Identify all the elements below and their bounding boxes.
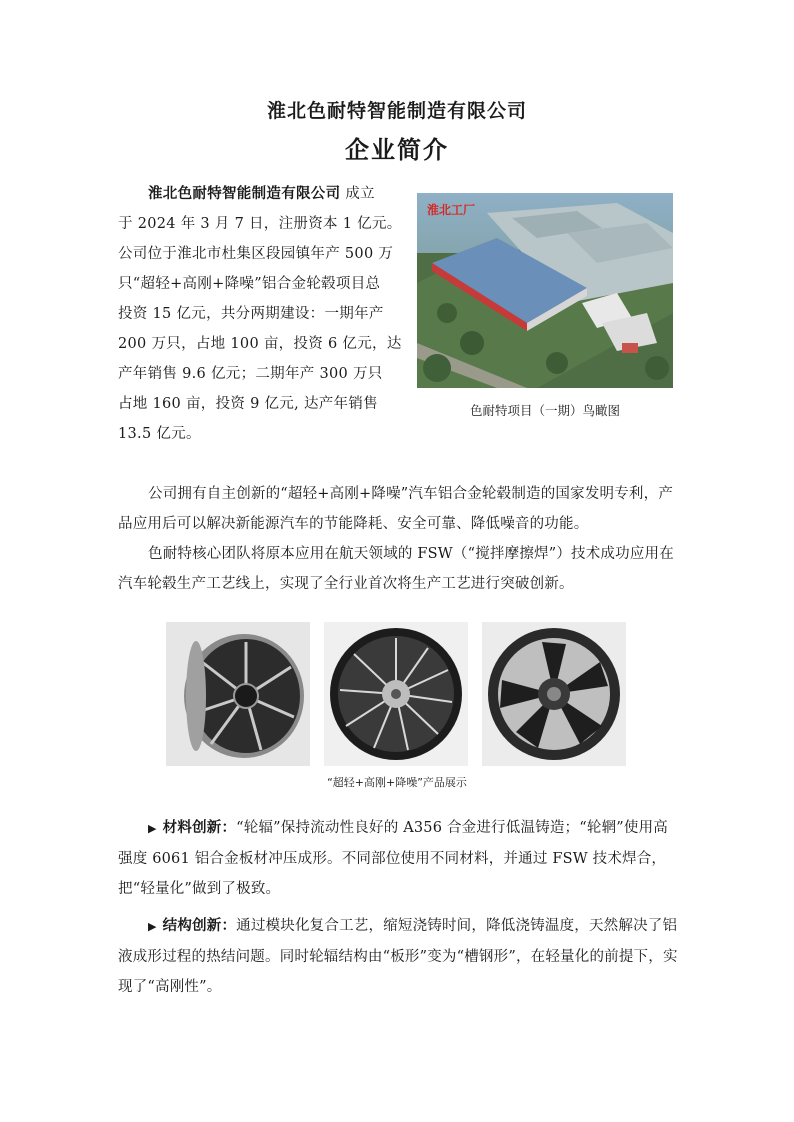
intro-line-6: 产年销售 9.6 亿元；二期年产 300 万只 [118,366,383,382]
product-images [166,622,626,767]
bullet-text: “轮辐”保持流动性良好的 A356 合金进行低温铸造；“轮辋”使用高强度 6061 铝合金板材冲压成形。不同部位使用不同材料，并通过 FSW 技术焊合，把“轻量化”做到了极致。 [118,820,668,897]
intro-line-8: 13.5 亿元。 [118,426,201,442]
intro-line-2: 公司位于淮北市杜集区段园镇年产 500 万 [118,246,394,262]
factory-aerial-image [417,193,673,388]
bullet-triangle-icon: ▶ [148,920,157,933]
bullet-triangle-icon: ▶ [148,822,157,835]
bullet-text: 通过模块化复合工艺，缩短浇铸时间，降低浇铸温度，天然解决了铝液成形过程的热结问题。同时轮辐结构由“板形”变为“槽钢形”，在轻量化的前提下，实现了“高刚性”。 [118,918,678,995]
intro-line-3: 只“超轻+高刚+降噪”铝合金轮毂项目总 [118,276,381,292]
bullet-material-innovation [118,813,678,904]
aerial-image-caption: 色耐特项目（一期）鸟瞰图 [469,403,620,418]
factory-overlay-label: 淮北工厂 [427,203,476,217]
patent-paragraph: 公司拥有自主创新的“超轻+高刚+降噪”汽车铝合金轮毂制造的国家发明专利，产品应用后可以解决新能源汽车的节能降耗、安全可靠、降低噪音的功能。 [118,486,674,532]
products-caption: “超轻+高刚+降噪”产品展示 [327,776,467,789]
intro-paragraph [118,179,410,449]
intro-line-5: 200 万只，占地 100 亩，投资 6 亿元，达 [118,336,402,352]
wheel-image-1 [166,622,310,766]
company-title: 淮北色耐特智能制造有限公司 [266,100,527,122]
intro-line-4: 投资 15 亿元，共分两期建设：一期年产 [118,306,384,322]
company-name-bold: 淮北色耐特智能制造有限公司 [148,186,341,202]
intro-line-0: 成立 [340,186,375,202]
bullet-label: 结构创新： [162,918,237,934]
intro-line-7: 占地 160 亩，投资 9 亿元, 达产年销售 [118,396,378,412]
wheel-image-2 [324,622,468,766]
bullet-label: 材料创新： [162,820,237,836]
document-title: 企业简介 [345,136,449,164]
fsw-paragraph: 色耐特核心团队将原本应用在航天领域的 FSW（“搅拌摩擦焊”）技术成功应用在汽车轮毂生产工艺线上，实现了全行业首次将生产工艺进行突破创新。 [118,546,674,592]
intro-line-1: 于 2024 年 3 月 7 日，注册资本 1 亿元。 [118,216,402,232]
bullet-structure-innovation [118,911,678,1002]
wheel-image-3 [482,622,626,766]
